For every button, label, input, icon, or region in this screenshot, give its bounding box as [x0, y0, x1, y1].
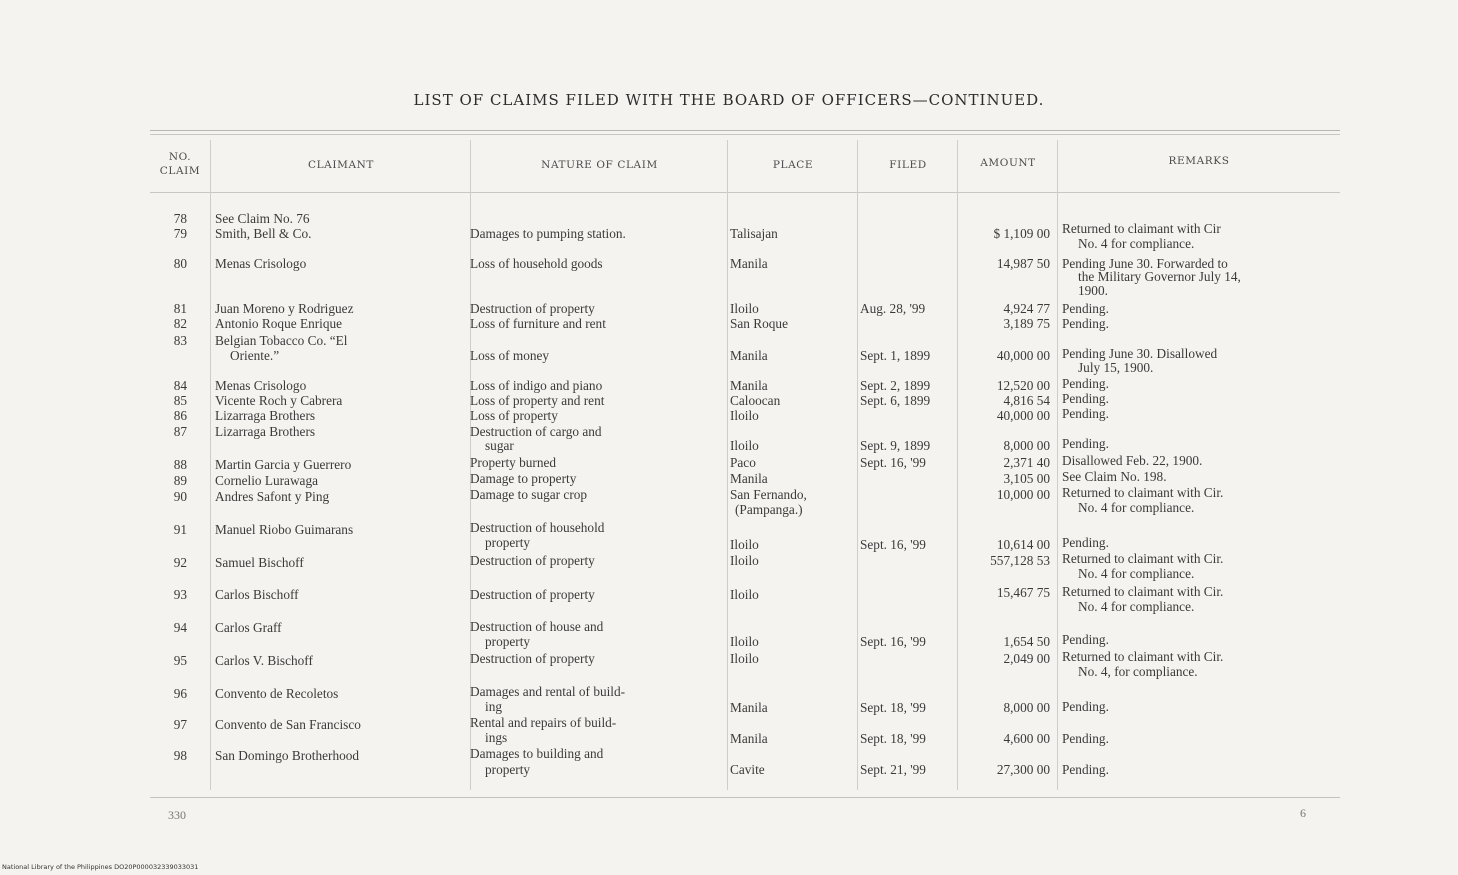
remarks: the Military Governor July 14,: [1078, 269, 1241, 284]
remarks: Pending.: [1062, 535, 1109, 550]
claim-number: 89: [173, 473, 187, 488]
amount: 1,654 50: [1003, 634, 1050, 649]
place: Manila: [730, 471, 768, 486]
nature-of-claim: Damages to pumping station.: [470, 226, 626, 241]
amount: 8,000 00: [1003, 700, 1050, 715]
claimant: Martin Garcia y Guerrero: [215, 457, 352, 472]
claimant: Cornelio Lurawaga: [215, 473, 319, 488]
place: Caloocan: [730, 393, 781, 408]
place: Paco: [730, 455, 756, 470]
filed-date: Sept. 18, '99: [860, 731, 926, 746]
remarks: Pending.: [1062, 699, 1109, 714]
claimant: Convento de Recoletos: [215, 686, 339, 701]
amount: 2,371 40: [1003, 455, 1050, 470]
filed-date: Sept. 2, 1899: [860, 378, 931, 393]
remarks: No. 4 for compliance.: [1078, 566, 1195, 581]
place: Manila: [730, 348, 768, 363]
nature-of-claim: Destruction of property: [470, 651, 595, 666]
place: Iloilo: [730, 634, 759, 649]
amount: 12,520 00: [996, 378, 1050, 393]
header-filed: FILED: [889, 159, 927, 171]
nature-of-claim: property: [485, 535, 531, 550]
remarks: Pending.: [1062, 632, 1109, 647]
header-claimant: CLAIMANT: [307, 159, 375, 171]
remarks: Pending.: [1062, 436, 1109, 451]
place: Iloilo: [730, 587, 759, 602]
remarks: Pending.: [1062, 316, 1109, 331]
claimant: Lizarraga Brothers: [215, 408, 316, 423]
claimant: Antonio Roque Enrique: [215, 316, 343, 331]
remarks: Returned to claimant with Cir.: [1062, 551, 1224, 566]
nature-of-claim: Loss of money: [470, 348, 550, 363]
amount: 4,600 00: [1003, 731, 1050, 746]
amount: 10,000 00: [996, 487, 1050, 502]
remarks: Pending.: [1062, 406, 1109, 421]
remarks: Returned to claimant with Cir: [1062, 221, 1221, 236]
nature-of-claim: Damages to building and: [470, 746, 604, 761]
column-divider: [857, 140, 858, 790]
nature-of-claim: Destruction of property: [470, 587, 595, 602]
amount: 27,300 00: [996, 762, 1050, 777]
page-title: LIST OF CLAIMS FILED WITH THE BOARD OF OFFICERS—CONTINUED.: [413, 91, 1045, 109]
column-divider: [727, 140, 728, 790]
place: San Fernando,: [730, 487, 807, 502]
claim-number: 95: [173, 653, 187, 668]
filed-date: Sept. 16, '99: [860, 455, 926, 470]
place: Iloilo: [730, 408, 759, 423]
claimant: Lizarraga Brothers: [215, 424, 316, 439]
nature-of-claim: Loss of property and rent: [470, 393, 605, 408]
remarks: No. 4, for compliance.: [1078, 664, 1198, 679]
header-place: PLACE: [772, 159, 814, 171]
place: (Pampanga.): [735, 502, 803, 517]
amount: $ 1,109 00: [993, 226, 1050, 241]
filed-date: Aug. 28, '99: [860, 301, 926, 316]
place: San Roque: [730, 316, 788, 331]
claim-number: 94: [173, 620, 187, 635]
header-amount: AMOUNT: [980, 157, 1036, 169]
nature-of-claim: Loss of furniture and rent: [470, 316, 606, 331]
place: Talisajan: [730, 226, 778, 241]
place: Cavite: [730, 762, 765, 777]
nature-of-claim: ings: [485, 730, 508, 745]
filed-date: Sept. 16, '99: [860, 537, 926, 552]
place: Iloilo: [730, 438, 759, 453]
claimant: Andres Safont y Ping: [215, 489, 330, 504]
remarks: Pending June 30. Disallowed: [1062, 346, 1218, 361]
filed-date: Sept. 6, 1899: [860, 393, 931, 408]
place: Iloilo: [730, 651, 759, 666]
page-number-left: 330: [168, 808, 186, 822]
remarks: Disallowed Feb. 22, 1900.: [1062, 453, 1203, 468]
place: Iloilo: [730, 553, 759, 568]
place: Manila: [730, 700, 768, 715]
claimant: Oriente.”: [230, 348, 280, 363]
amount: 557,128 53: [990, 553, 1050, 568]
claim-number: 87: [173, 424, 187, 439]
remarks: July 15, 1900.: [1078, 360, 1154, 375]
claim-number: 84: [173, 378, 187, 393]
library-watermark: National Library of the Philippines DO20P000032339033031: [2, 863, 199, 871]
nature-of-claim: Destruction of cargo and: [470, 424, 602, 439]
claimant: Carlos V. Bischoff: [215, 653, 313, 668]
remarks: Returned to claimant with Cir.: [1062, 649, 1224, 664]
amount: 40,000 00: [996, 408, 1050, 423]
filed-date: Sept. 16, '99: [860, 634, 926, 649]
top-rule: [150, 130, 1340, 131]
amount: 3,105 00: [1003, 471, 1050, 486]
nature-of-claim: Damage to sugar crop: [470, 487, 588, 502]
header-claim: CLAIM: [159, 165, 201, 177]
nature-of-claim: Loss of indigo and piano: [470, 378, 603, 393]
place: Iloilo: [730, 537, 759, 552]
claimant: Samuel Bischoff: [215, 555, 304, 570]
remarks: Returned to claimant with Cir.: [1062, 584, 1224, 599]
amount: 10,614 00: [996, 537, 1050, 552]
nature-of-claim: Damage to property: [470, 471, 577, 486]
remarks: Pending.: [1062, 301, 1109, 316]
remarks: No. 4 for compliance.: [1078, 236, 1195, 251]
column-divider: [1057, 140, 1058, 790]
claim-number: 78: [173, 211, 187, 226]
amount: 4,816 54: [1003, 393, 1050, 408]
filed-date: Sept. 9, 1899: [860, 438, 931, 453]
nature-of-claim: sugar: [485, 438, 514, 453]
remarks: 1900.: [1078, 283, 1108, 298]
claim-number: 96: [173, 686, 187, 701]
remarks: Pending.: [1062, 376, 1109, 391]
claimant: Juan Moreno y Rodriguez: [215, 301, 354, 316]
nature-of-claim: property: [485, 762, 531, 777]
nature-of-claim: property: [485, 634, 531, 649]
claim-number: 91: [173, 522, 187, 537]
nature-of-claim: Destruction of property: [470, 301, 595, 316]
header-rule: [150, 192, 1340, 193]
claimant: See Claim No. 76: [215, 211, 310, 226]
remarks: Pending.: [1062, 731, 1109, 746]
header-no: NO.: [168, 151, 192, 163]
claim-number: 88: [173, 457, 187, 472]
remarks: Pending.: [1062, 762, 1109, 777]
claimant: Vicente Roch y Cabrera: [215, 393, 343, 408]
claimant: San Domingo Brotherhood: [215, 748, 360, 763]
remarks: See Claim No. 198.: [1062, 469, 1167, 484]
nature-of-claim: Damages and rental of build-: [470, 684, 626, 699]
remarks: Pending June 30. Forwarded to: [1062, 256, 1228, 271]
remarks: No. 4 for compliance.: [1078, 500, 1195, 515]
claimant: Carlos Bischoff: [215, 587, 299, 602]
amount: 2,049 00: [1003, 651, 1050, 666]
claim-number: 83: [173, 333, 187, 348]
claim-number: 93: [173, 587, 187, 602]
claimant: Menas Crisologo: [215, 256, 307, 271]
header-no-claim: [150, 150, 210, 178]
claim-number: 81: [173, 301, 187, 316]
nature-of-claim: Rental and repairs of build-: [470, 715, 617, 730]
filed-date: Sept. 18, '99: [860, 700, 926, 715]
filed-date: Sept. 1, 1899: [860, 348, 931, 363]
header-remarks: REMARKS: [1168, 155, 1230, 167]
claim-number: 80: [173, 256, 187, 271]
place: Iloilo: [730, 301, 759, 316]
claim-number: 98: [173, 748, 187, 763]
nature-of-claim: Destruction of house and: [470, 619, 604, 634]
filed-date: Sept. 21, '99: [860, 762, 926, 777]
claim-number: 79: [173, 226, 187, 241]
claim-number: 86: [173, 408, 187, 423]
bottom-rule: [150, 797, 1340, 798]
amount: 40,000 00: [996, 348, 1050, 363]
header-nature: NATURE OF CLAIM: [541, 159, 658, 171]
claimant: Smith, Bell & Co.: [215, 226, 312, 241]
place: Manila: [730, 378, 768, 393]
remarks: Pending.: [1062, 391, 1109, 406]
nature-of-claim: Loss of property: [470, 408, 558, 423]
amount: 15,467 75: [996, 585, 1050, 600]
nature-of-claim: ing: [485, 699, 502, 714]
amount: 14,987 50: [996, 256, 1050, 271]
nature-of-claim: Destruction of household: [470, 520, 605, 535]
claim-number: 97: [173, 717, 187, 732]
place: Manila: [730, 256, 768, 271]
nature-of-claim: Loss of household goods: [470, 256, 603, 271]
claim-number: 85: [173, 393, 187, 408]
claim-number: 90: [173, 489, 187, 504]
remarks: Returned to claimant with Cir.: [1062, 485, 1224, 500]
place: Manila: [730, 731, 768, 746]
claim-number: 82: [173, 316, 187, 331]
nature-of-claim: Destruction of property: [470, 553, 595, 568]
amount: 4,924 77: [1003, 301, 1050, 316]
claimant: Menas Crisologo: [215, 378, 307, 393]
page-number-right: 6: [1300, 806, 1306, 820]
amount: 8,000 00: [1003, 438, 1050, 453]
remarks: No. 4 for compliance.: [1078, 599, 1195, 614]
nature-of-claim: Property burned: [470, 455, 557, 470]
amount: 3,189 75: [1003, 316, 1050, 331]
claimant: Manuel Riobo Guimarans: [215, 522, 354, 537]
claim-number: 92: [173, 555, 187, 570]
top-rule-inner: [150, 134, 1340, 135]
claimant: Convento de San Francisco: [215, 717, 361, 732]
claimant: Belgian Tobacco Co. “El: [215, 333, 348, 348]
column-divider: [210, 140, 211, 790]
claimant: Carlos Graff: [215, 620, 282, 635]
